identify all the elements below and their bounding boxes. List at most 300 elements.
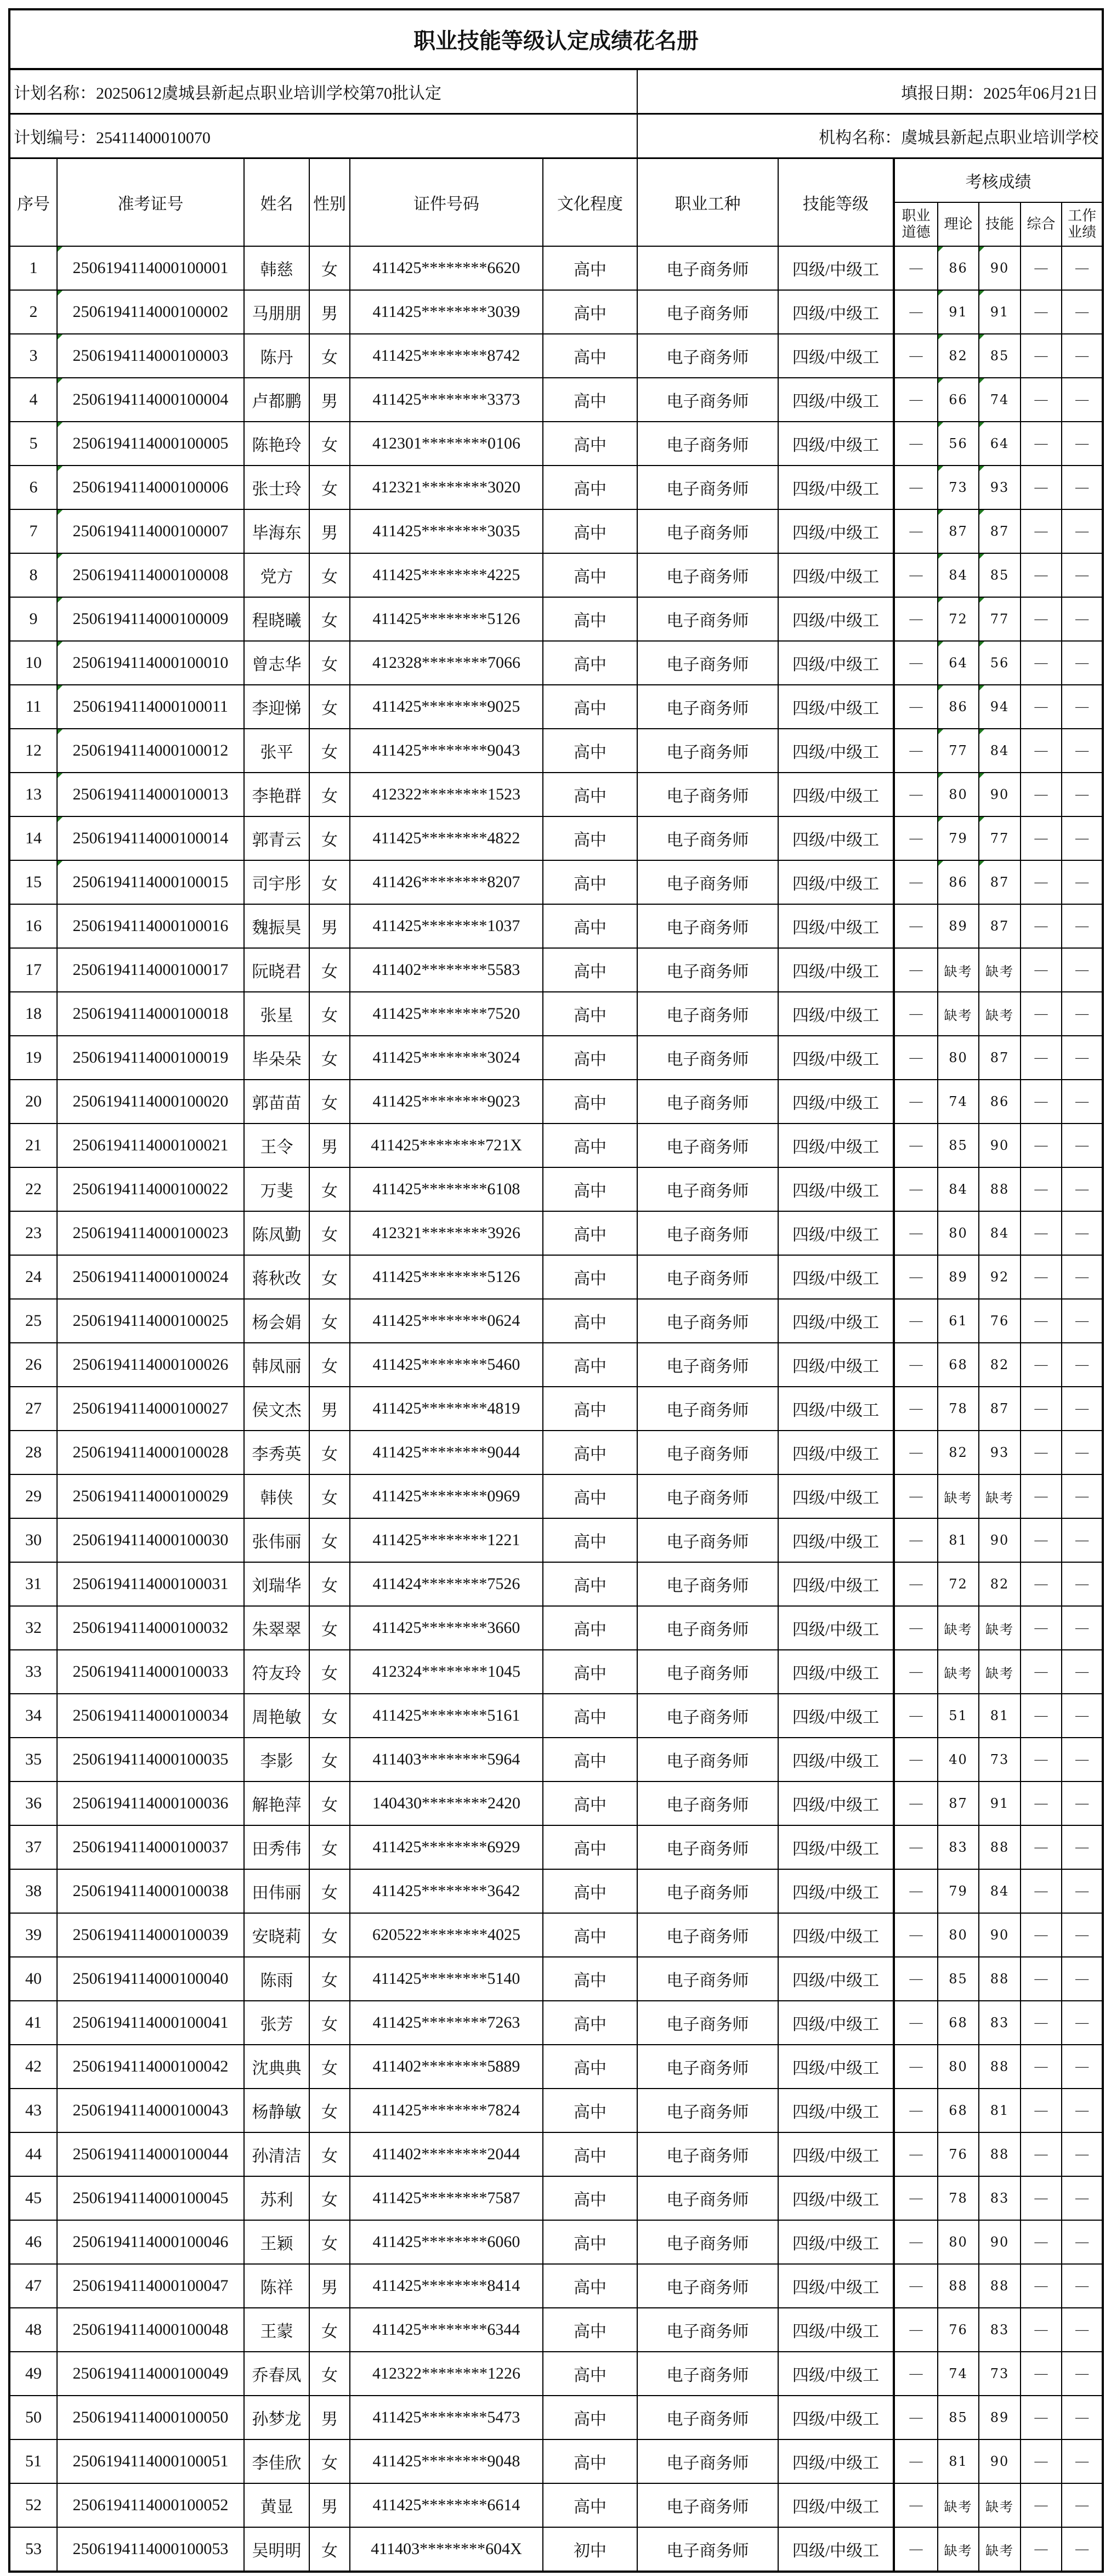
ethics-score-cell: —	[894, 1167, 938, 1211]
exam-id-cell: 2506194114000100010	[57, 641, 244, 685]
ethics-score-cell: —	[894, 1869, 938, 1913]
occupation-cell: 电子商务师	[637, 2308, 778, 2352]
education-cell: 高中	[543, 1431, 637, 1474]
name-cell: 李迎悌	[244, 685, 309, 729]
gender-cell: 女	[309, 2439, 350, 2483]
name-cell: 张芳	[244, 2001, 309, 2045]
skill-score-cell: 缺考	[979, 948, 1021, 992]
skill-level-cell: 四级/中级工	[778, 2308, 894, 2352]
ethics-score-cell: —	[894, 2352, 938, 2396]
cert-cell: 411425********9044	[350, 1431, 543, 1474]
skill-level-cell: 四级/中级工	[778, 1518, 894, 1562]
name-cell: 杨会娟	[244, 1299, 309, 1343]
skill-level-cell: 四级/中级工	[778, 246, 894, 290]
comprehensive-score-cell: —	[1021, 1825, 1062, 1869]
ethics-score-cell: —	[894, 1781, 938, 1825]
table-row	[9, 904, 1103, 948]
ethics-score-cell: —	[894, 992, 938, 1036]
theory-score-cell: 79	[938, 816, 979, 860]
table-row	[9, 466, 1103, 509]
cert-cell: 411425********3373	[350, 378, 543, 422]
name-cell: 陈凤勤	[244, 1211, 309, 1255]
theory-score-cell: 84	[938, 1167, 979, 1211]
skill-score-cell: 90	[979, 773, 1021, 816]
occupation-cell: 电子商务师	[637, 597, 778, 641]
occupation-cell: 电子商务师	[637, 509, 778, 553]
performance-score-cell: —	[1062, 2045, 1103, 2089]
name-cell: 党方	[244, 553, 309, 597]
seq-cell: 21	[9, 1124, 57, 1167]
table-row	[9, 1781, 1103, 1825]
ethics-score-cell: —	[894, 466, 938, 509]
occupation-cell: 电子商务师	[637, 860, 778, 904]
theory-score-cell: 78	[938, 1387, 979, 1431]
gender-cell: 女	[309, 1694, 350, 1738]
gender-cell: 女	[309, 948, 350, 992]
performance-score-cell: —	[1062, 1957, 1103, 2001]
occupation-cell: 电子商务师	[637, 2483, 778, 2527]
seq-cell: 52	[9, 2483, 57, 2527]
gender-cell: 男	[309, 2264, 350, 2308]
occupation-cell: 电子商务师	[637, 466, 778, 509]
comprehensive-score-cell: —	[1021, 948, 1062, 992]
cert-cell: 411425********6929	[350, 1825, 543, 1869]
seq-cell: 3	[9, 334, 57, 378]
name-cell: 陈艳玲	[244, 422, 309, 466]
comprehensive-score-cell: —	[1021, 1431, 1062, 1474]
education-cell: 高中	[543, 422, 637, 466]
ethics-score-cell: —	[894, 2176, 938, 2220]
table-row	[9, 246, 1103, 290]
name-cell: 张士玲	[244, 466, 309, 509]
score-roster-table	[8, 8, 1104, 2573]
occupation-cell: 电子商务师	[637, 2089, 778, 2132]
name-cell: 魏振昊	[244, 904, 309, 948]
cert-cell: 411403********5964	[350, 1738, 543, 1781]
comprehensive-score-cell: —	[1021, 1606, 1062, 1650]
gender-cell: 女	[309, 1211, 350, 1255]
skill-level-cell: 四级/中级工	[778, 1738, 894, 1781]
comprehensive-score-cell: —	[1021, 773, 1062, 816]
gender-cell: 女	[309, 860, 350, 904]
occupation-cell: 电子商务师	[637, 246, 778, 290]
education-cell: 高中	[543, 1387, 637, 1431]
name-cell: 程晓曦	[244, 597, 309, 641]
theory-score-cell: 66	[938, 378, 979, 422]
comprehensive-score-cell: —	[1021, 1036, 1062, 1080]
theory-score-cell: 77	[938, 729, 979, 773]
exam-id-cell: 2506194114000100011	[57, 685, 244, 729]
ethics-score-cell: —	[894, 509, 938, 553]
cert-cell: 411426********8207	[350, 860, 543, 904]
gender-cell: 女	[309, 1738, 350, 1781]
gender-cell: 女	[309, 1474, 350, 1518]
performance-score-cell: —	[1062, 948, 1103, 992]
performance-score-cell: —	[1062, 597, 1103, 641]
gender-cell: 女	[309, 2001, 350, 2045]
performance-score-cell: —	[1062, 378, 1103, 422]
name-cell: 张伟丽	[244, 1518, 309, 1562]
occupation-cell: 电子商务师	[637, 1957, 778, 2001]
seq-cell: 51	[9, 2439, 57, 2483]
theory-score-cell: 79	[938, 1869, 979, 1913]
skill-level-cell: 四级/中级工	[778, 422, 894, 466]
ethics-score-cell: —	[894, 2308, 938, 2352]
theory-score-cell: 74	[938, 1080, 979, 1124]
skill-level-cell: 四级/中级工	[778, 466, 894, 509]
header-performance: 工作业绩	[1062, 202, 1103, 246]
occupation-cell: 电子商务师	[637, 948, 778, 992]
cert-cell: 411425********3039	[350, 290, 543, 334]
cert-cell: 411425********5126	[350, 597, 543, 641]
name-cell: 杨静敏	[244, 2089, 309, 2132]
gender-cell: 女	[309, 816, 350, 860]
skill-level-cell: 四级/中级工	[778, 1431, 894, 1474]
skill-level-cell: 四级/中级工	[778, 2220, 894, 2264]
cert-cell: 411425********4822	[350, 816, 543, 860]
exam-id-cell: 2506194114000100043	[57, 2089, 244, 2132]
cert-cell: 411424********7526	[350, 1562, 543, 1606]
education-cell: 高中	[543, 1869, 637, 1913]
ethics-score-cell: —	[894, 1124, 938, 1167]
occupation-cell: 电子商务师	[637, 1431, 778, 1474]
theory-score-cell: 68	[938, 1343, 979, 1387]
occupation-cell: 电子商务师	[637, 2001, 778, 2045]
exam-id-cell: 2506194114000100040	[57, 1957, 244, 2001]
cert-cell: 412301********0106	[350, 422, 543, 466]
comprehensive-score-cell: —	[1021, 1694, 1062, 1738]
occupation-cell: 电子商务师	[637, 1167, 778, 1211]
comprehensive-score-cell: —	[1021, 1869, 1062, 1913]
skill-score-cell: 缺考	[979, 2483, 1021, 2527]
comprehensive-score-cell: —	[1021, 1167, 1062, 1211]
ethics-score-cell: —	[894, 1913, 938, 1957]
cert-cell: 411425********6344	[350, 2308, 543, 2352]
seq-cell: 48	[9, 2308, 57, 2352]
table-row	[9, 1606, 1103, 1650]
skill-level-cell: 四级/中级工	[778, 378, 894, 422]
name-cell: 王颖	[244, 2220, 309, 2264]
seq-cell: 15	[9, 860, 57, 904]
comprehensive-score-cell: —	[1021, 1518, 1062, 1562]
ethics-score-cell: —	[894, 2045, 938, 2089]
occupation-cell: 电子商务师	[637, 1518, 778, 1562]
ethics-score-cell: —	[894, 1474, 938, 1518]
occupation-cell: 电子商务师	[637, 2264, 778, 2308]
seq-cell: 7	[9, 509, 57, 553]
exam-id-cell: 2506194114000100007	[57, 509, 244, 553]
education-cell: 高中	[543, 1650, 637, 1694]
cert-cell: 411425********3035	[350, 509, 543, 553]
name-cell: 苏利	[244, 2176, 309, 2220]
comprehensive-score-cell: —	[1021, 1387, 1062, 1431]
exam-id-cell: 2506194114000100014	[57, 816, 244, 860]
ethics-score-cell: —	[894, 1299, 938, 1343]
comprehensive-score-cell: —	[1021, 2308, 1062, 2352]
education-cell: 高中	[543, 509, 637, 553]
performance-score-cell: —	[1062, 1299, 1103, 1343]
seq-cell: 53	[9, 2527, 57, 2572]
skill-level-cell: 四级/中级工	[778, 1694, 894, 1738]
education-cell: 高中	[543, 1036, 637, 1080]
name-cell: 郭苗苗	[244, 1080, 309, 1124]
skill-level-cell: 四级/中级工	[778, 1869, 894, 1913]
education-cell: 初中	[543, 2527, 637, 2572]
seq-cell: 45	[9, 2176, 57, 2220]
theory-score-cell: 76	[938, 2308, 979, 2352]
skill-level-cell: 四级/中级工	[778, 290, 894, 334]
table-row	[9, 1167, 1103, 1211]
seq-cell: 11	[9, 685, 57, 729]
ethics-score-cell: —	[894, 904, 938, 948]
comprehensive-score-cell: —	[1021, 1913, 1062, 1957]
seq-cell: 40	[9, 1957, 57, 2001]
gender-cell: 女	[309, 422, 350, 466]
exam-id-cell: 2506194114000100006	[57, 466, 244, 509]
education-cell: 高中	[543, 860, 637, 904]
skill-score-cell: 76	[979, 1299, 1021, 1343]
education-cell: 高中	[543, 1299, 637, 1343]
exam-id-cell: 2506194114000100029	[57, 1474, 244, 1518]
performance-score-cell: —	[1062, 246, 1103, 290]
comprehensive-score-cell: —	[1021, 2264, 1062, 2308]
cert-cell: 411425********7520	[350, 992, 543, 1036]
cert-cell: 140430********2420	[350, 1781, 543, 1825]
gender-cell: 女	[309, 2176, 350, 2220]
education-cell: 高中	[543, 2045, 637, 2089]
theory-score-cell: 缺考	[938, 992, 979, 1036]
ethics-score-cell: —	[894, 1036, 938, 1080]
skill-score-cell: 缺考	[979, 1474, 1021, 1518]
exam-id-cell: 2506194114000100004	[57, 378, 244, 422]
name-cell: 张平	[244, 729, 309, 773]
name-cell: 曾志华	[244, 641, 309, 685]
gender-cell: 女	[309, 1036, 350, 1080]
comprehensive-score-cell: —	[1021, 2089, 1062, 2132]
table-row	[9, 860, 1103, 904]
comprehensive-score-cell: —	[1021, 2352, 1062, 2396]
gender-cell: 女	[309, 2308, 350, 2352]
skill-level-cell: 四级/中级工	[778, 904, 894, 948]
seq-cell: 44	[9, 2132, 57, 2176]
theory-score-cell: 72	[938, 1562, 979, 1606]
skill-level-cell: 四级/中级工	[778, 1343, 894, 1387]
theory-score-cell: 缺考	[938, 2483, 979, 2527]
skill-level-cell: 四级/中级工	[778, 2527, 894, 2572]
exam-id-cell: 2506194114000100024	[57, 1255, 244, 1299]
table-row	[9, 2089, 1103, 2132]
occupation-cell: 电子商务师	[637, 1781, 778, 1825]
skill-score-cell: 83	[979, 2001, 1021, 2045]
skill-level-cell: 四级/中级工	[778, 1562, 894, 1606]
seq-cell: 22	[9, 1167, 57, 1211]
ethics-score-cell: —	[894, 2483, 938, 2527]
cert-cell: 411425********3024	[350, 1036, 543, 1080]
education-cell: 高中	[543, 553, 637, 597]
cert-cell: 411425********5126	[350, 1255, 543, 1299]
table-row	[9, 422, 1103, 466]
seq-cell: 18	[9, 992, 57, 1036]
theory-score-cell: 68	[938, 2089, 979, 2132]
ethics-score-cell: —	[894, 1211, 938, 1255]
comprehensive-score-cell: —	[1021, 2483, 1062, 2527]
theory-score-cell: 86	[938, 246, 979, 290]
gender-cell: 女	[309, 2132, 350, 2176]
gender-cell: 男	[309, 290, 350, 334]
theory-score-cell: 89	[938, 1255, 979, 1299]
comprehensive-score-cell: —	[1021, 2396, 1062, 2439]
skill-score-cell: 84	[979, 1211, 1021, 1255]
gender-cell: 女	[309, 1957, 350, 2001]
gender-cell: 女	[309, 1343, 350, 1387]
comprehensive-score-cell: —	[1021, 466, 1062, 509]
table-row	[9, 1036, 1103, 1080]
cert-cell: 411402********5889	[350, 2045, 543, 2089]
skill-level-cell: 四级/中级工	[778, 948, 894, 992]
education-cell: 高中	[543, 904, 637, 948]
cert-cell: 412321********3926	[350, 1211, 543, 1255]
exam-id-cell: 2506194114000100023	[57, 1211, 244, 1255]
exam-id-cell: 2506194114000100052	[57, 2483, 244, 2527]
seq-cell: 38	[9, 1869, 57, 1913]
table-row	[9, 2220, 1103, 2264]
gender-cell: 男	[309, 509, 350, 553]
comprehensive-score-cell: —	[1021, 290, 1062, 334]
cert-cell: 411425********7824	[350, 2089, 543, 2132]
skill-level-cell: 四级/中级工	[778, 509, 894, 553]
occupation-cell: 电子商务师	[637, 641, 778, 685]
ethics-score-cell: —	[894, 597, 938, 641]
performance-score-cell: —	[1062, 2001, 1103, 2045]
theory-score-cell: 80	[938, 2220, 979, 2264]
name-cell: 黄显	[244, 2483, 309, 2527]
ethics-score-cell: —	[894, 1957, 938, 2001]
exam-id-cell: 2506194114000100020	[57, 1080, 244, 1124]
occupation-cell: 电子商务师	[637, 290, 778, 334]
occupation-cell: 电子商务师	[637, 2220, 778, 2264]
skill-score-cell: 88	[979, 1825, 1021, 1869]
seq-cell: 32	[9, 1606, 57, 1650]
name-cell: 王蒙	[244, 2308, 309, 2352]
ethics-score-cell: —	[894, 948, 938, 992]
gender-cell: 女	[309, 992, 350, 1036]
education-cell: 高中	[543, 378, 637, 422]
performance-score-cell: —	[1062, 641, 1103, 685]
occupation-cell: 电子商务师	[637, 2439, 778, 2483]
gender-cell: 女	[309, 2352, 350, 2396]
comprehensive-score-cell: —	[1021, 860, 1062, 904]
gender-cell: 女	[309, 1913, 350, 1957]
theory-score-cell: 80	[938, 1036, 979, 1080]
seq-cell: 12	[9, 729, 57, 773]
skill-score-cell: 73	[979, 1738, 1021, 1781]
ethics-score-cell: —	[894, 729, 938, 773]
exam-id-cell: 2506194114000100002	[57, 290, 244, 334]
table-row	[9, 1431, 1103, 1474]
performance-score-cell: —	[1062, 1387, 1103, 1431]
occupation-cell: 电子商务师	[637, 2396, 778, 2439]
occupation-cell: 电子商务师	[637, 904, 778, 948]
name-cell: 韩慈	[244, 246, 309, 290]
exam-id-cell: 2506194114000100035	[57, 1738, 244, 1781]
header-skill-level: 技能等级	[778, 158, 894, 247]
theory-score-cell: 86	[938, 685, 979, 729]
performance-score-cell: —	[1062, 2176, 1103, 2220]
table-row	[9, 1474, 1103, 1518]
ethics-score-cell: —	[894, 685, 938, 729]
name-cell: 毕海东	[244, 509, 309, 553]
table-row	[9, 1080, 1103, 1124]
seq-cell: 17	[9, 948, 57, 992]
gender-cell: 女	[309, 773, 350, 816]
name-cell: 李艳群	[244, 773, 309, 816]
education-cell: 高中	[543, 1957, 637, 2001]
education-cell: 高中	[543, 334, 637, 378]
exam-id-cell: 2506194114000100026	[57, 1343, 244, 1387]
theory-score-cell: 81	[938, 2439, 979, 2483]
comprehensive-score-cell: —	[1021, 816, 1062, 860]
seq-cell: 10	[9, 641, 57, 685]
comprehensive-score-cell: —	[1021, 1474, 1062, 1518]
ethics-score-cell: —	[894, 378, 938, 422]
education-cell: 高中	[543, 1211, 637, 1255]
exam-id-cell: 2506194114000100022	[57, 1167, 244, 1211]
exam-id-cell: 2506194114000100051	[57, 2439, 244, 2483]
cert-cell: 411425********0969	[350, 1474, 543, 1518]
seq-cell: 4	[9, 378, 57, 422]
ethics-score-cell: —	[894, 246, 938, 290]
skill-level-cell: 四级/中级工	[778, 2264, 894, 2308]
exam-id-cell: 2506194114000100047	[57, 2264, 244, 2308]
education-cell: 高中	[543, 1255, 637, 1299]
table-row	[9, 773, 1103, 816]
skill-level-cell: 四级/中级工	[778, 641, 894, 685]
ethics-score-cell: —	[894, 1738, 938, 1781]
table-row	[9, 1299, 1103, 1343]
exam-id-cell: 2506194114000100012	[57, 729, 244, 773]
performance-score-cell: —	[1062, 1431, 1103, 1474]
gender-cell: 女	[309, 2089, 350, 2132]
name-cell: 安晓莉	[244, 1913, 309, 1957]
performance-score-cell: —	[1062, 2352, 1103, 2396]
exam-id-cell: 2506194114000100034	[57, 1694, 244, 1738]
table-row	[9, 2001, 1103, 2045]
performance-score-cell: —	[1062, 2396, 1103, 2439]
table-row	[9, 334, 1103, 378]
performance-score-cell: —	[1062, 2439, 1103, 2483]
skill-level-cell: 四级/中级工	[778, 1036, 894, 1080]
name-cell: 乔春凤	[244, 2352, 309, 2396]
seq-cell: 24	[9, 1255, 57, 1299]
comprehensive-score-cell: —	[1021, 553, 1062, 597]
skill-score-cell: 缺考	[979, 992, 1021, 1036]
exam-id-cell: 2506194114000100031	[57, 1562, 244, 1606]
name-cell: 李影	[244, 1738, 309, 1781]
cert-cell: 412322********1226	[350, 2352, 543, 2396]
cert-cell: 411425********8742	[350, 334, 543, 378]
exam-id-cell: 2506194114000100008	[57, 553, 244, 597]
ethics-score-cell: —	[894, 1694, 938, 1738]
seq-cell: 30	[9, 1518, 57, 1562]
cert-cell: 412324********1045	[350, 1650, 543, 1694]
skill-score-cell: 73	[979, 2352, 1021, 2396]
exam-id-cell: 2506194114000100044	[57, 2132, 244, 2176]
skill-level-cell: 四级/中级工	[778, 773, 894, 816]
skill-level-cell: 四级/中级工	[778, 1825, 894, 1869]
comprehensive-score-cell: —	[1021, 685, 1062, 729]
skill-score-cell: 81	[979, 2089, 1021, 2132]
skill-score-cell: 90	[979, 246, 1021, 290]
